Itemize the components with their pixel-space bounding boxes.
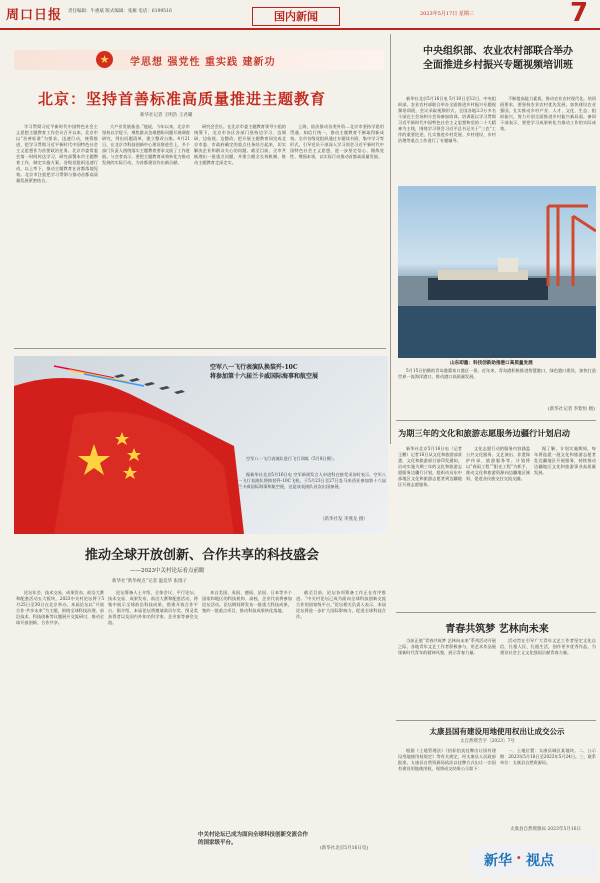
port-photo-caption-title: 山东即墨：科技创新助推港口高质量发展 — [450, 361, 533, 366]
culture-article-col2: 文化志愿行动的服务内容涵盖公共文化服务、文艺演出、非遗保护传承、旅游服务等。计划将以“春雨工程”“阳光工程”为抓手，推动文化和旅游资源向边疆地区倾斜，促进各民族交往交流交融。 — [466, 446, 530, 481]
youth-article-col1: 当前正值“青春共筑梦 艺林向未来”系列活动开展之际，各地青年文艺工作者积极参与，用艺术作品展现新时代青年的精神风貌，展示青春力量。 — [398, 638, 496, 655]
right-article-col2: 不断提高能力素质，推动农业农村现代化。培训班要求，要坚持农业农村优先发展，加快建设农业强国，扎实推动乡村产业、人才、文化、生态、组织振兴，努力开创全面推进乡村振兴新局面。参训干部表示，要把学习成果转化为推动工作的实际成效。 — [500, 96, 596, 131]
main-article-col2: 大产业发展基金。”他说，今年以来，北京市坚持以学促干，聚焦群众急难愁盼问题开展调查研究，列出问题清单，建立整改台账。4月21日，在北京市科技创新中心建设推进会上，多个部门负责人围绕落实主题教育要求交流了工作进展。与会者表示，要把主题教育成效转化为推动发展的实际行动，为首都建设作出新贡献。 — [102, 124, 190, 165]
tech-article-byline: 新华社“新华视点”记者 温竞华 张漫子 — [112, 579, 187, 584]
right-article-col1: 新华社北京5月16日电 5月10日至12日，中央组织部、农业农村部联合举办全面推进乡村振兴专题视频培训班，会议采取视频形式，全国各地3.3万多名干部在主会场和分会场参加培训。培训班以学习贯彻习近平新时代中国特色社会主义思想和党的二十大精神为主线，围绕学习领会习近平总书记关于“三农”工作的重要论述、扎实推进乡村发展、乡村建设、乡村治理等重点工作进行了专题辅导。 — [398, 96, 496, 143]
aircraft-article-title-1: 空军八一飞行表演队换装歼-10C — [210, 364, 298, 371]
aircraft-article-text: 据新华社北京5月16日电 空军新闻发言人申进科在接受采访时表示，空军八一飞行表演队将换装歼-10C飞机，于5月23日至27日赴马来西亚参加第十六届兰卡威国际海事和航空展，这是该表演队首次出国参展。 — [238, 472, 386, 489]
section-rule-right-2 — [396, 612, 596, 613]
party-emblem-icon: ★ — [96, 51, 113, 68]
main-article-col4: 上海，依法推动各类外资…北京市坚持学思用贯通、知信行统一，推动主题教育不断取得新成效。全市各级党组织通过专题读书班、集中学习等形式，引导党员干部深入学习领会习近平新时代中国特色社会主义思想，进一步坚定信心、锤炼党性、增强本领，以实际行动推动首都高质量发展。 — [290, 124, 384, 159]
port-photo-credit: (新华社记者 李紫恒 摄) — [548, 407, 595, 412]
tech-article-col4: 截至目前，论坛各项筹备工作正在有序推进。“中关村论坛已成为面向全球科技创新交流合作的国家级平台，”论坛相关负责人表示，本届论坛将进一步扩大国际影响力，促进全球科技合作。 — [296, 590, 386, 619]
main-article-col1: 学习贯彻习近平新时代中国特色社会主义思想主题教育工作会议召开以来，北京市以“首善标准”为要求，迅速行动，统筹推进，把学习贯彻习近平新时代中国特色社会主义思想作为首要政治任务。北京市委常委会第一时间传达学习，研究部署本市主题教育工作，制定实施方案。各级党组织迅速行动，以上率下，推动主题教育在首都落地见效。北京市注重把学习贯彻与推动首都高质量发展紧密结合。 — [16, 124, 98, 183]
youth-article-title: 青春共筑梦 艺林向未来 — [445, 624, 549, 635]
port-scene-illustration — [398, 186, 596, 358]
tech-article-footer-note: 中关村论坛已成为面向全球科技创新交流合作的国家级平台。 — [198, 832, 309, 846]
notice-items: 一、土地位置：太康县城区某地块。二、公示期：2023年5月18日至2023年5月24日。三、联系单位：太康县自然资源局。 — [500, 748, 596, 765]
right-article-title-2: 全面推进乡村振兴专题视频培训班 — [423, 60, 573, 71]
main-article-title: 北京：坚持首善标准高质量推进主题教育 — [38, 90, 327, 108]
section-title: 国内新闻 — [252, 7, 340, 26]
tech-article-col3: 来自美国、英国、德国、法国、日本等多个国家和地区的科技机构、高校、企业代表将参加论坛活动。论坛期间将发布一批重大科技成果，签约一批重点项目，推动科技成果转化落地。 — [202, 590, 292, 613]
notice-title: 太康县国有建设用地使用权出让成交公示 — [429, 727, 565, 736]
aircraft-caption: 空军八一飞行表演队进行飞行训练（5月8日摄）。 — [246, 456, 338, 461]
notice-subtitle: 太自然资告字〔2023〕7号 — [460, 739, 515, 744]
column-divider — [390, 34, 391, 444]
main-article-byline: 新华社记者 王明浩 王君璐 — [140, 113, 193, 118]
logo-text-1: 新华 — [484, 853, 512, 869]
banner-slogan: 学思想 强党性 重实践 建新功 — [130, 57, 276, 68]
port-photo-caption: 5月15日拍摄的青岛港董家口港区一景。近年来，青岛港积极推进智慧港口、绿色港口建设，加快打造世界一流海洋港口，推动港口高质量发展。 — [398, 368, 596, 379]
issue-date: 2023年5月17日 星期三 — [420, 11, 474, 17]
culture-article-col1: 新华社北京5月16日电（记者王鹏）记者16日从文化和旅游部获悉，文化和旅游部日前印发通知，启动实施为期三年的文化和旅游志愿服务边疆行计划，组织动员东中部地区文化和旅游志愿者到边疆地区开展志愿服务。 — [398, 446, 462, 487]
youth-article-col2: 活动旨在引导广大青年文艺工作者坚定文化自信，扎根人民、扎根生活，创作更多优秀作品，为建设社会主义文化强国贡献青春力量。 — [500, 638, 596, 655]
tech-article-subtitle: ——2023中关村论坛看点前瞻 — [130, 568, 205, 574]
tech-article-col2: 论坛筹备人士介绍，全体会议、平行论坛、技术交易、成果发布、前沿大赛和配套活动，将集中展示全球前沿科技成果，搭建开放合作平台。据介绍，本届论坛将邀请诺贝尔奖、图灵奖获得者以及国内外知名科学家、企业家等参会交流。 — [108, 590, 198, 625]
newspaper-logo: 周口日报 — [6, 8, 63, 23]
culture-article-title: 为期三年的文化和旅游志愿服务边疆行计划启动 — [398, 428, 570, 438]
culture-article-col3: 据了解，计划实施期间，每年将选派一批文化和旅游志愿者赴边疆地区开展服务，持续推动边疆地区文化和旅游事业高质量发展。 — [534, 446, 596, 475]
notice-date: 太康县自然资源局 2023年5月16日 — [510, 827, 581, 832]
aircraft-article-title-2: 将参加第十六届兰卡威国际海事和航空展 — [210, 373, 319, 380]
port-photo — [398, 186, 596, 358]
aircraft-photo-credit: （新华社发 李燕龙 摄） — [320, 517, 368, 522]
logo-text-2: 视点 — [526, 853, 554, 869]
page-number: 7 — [570, 0, 589, 28]
tech-article-col1: 论坛年会、技术交易、成果发布、前沿大赛和配套活动五大板块，2023中关村论坛将于5月25日至30日在北京举办。本届论坛以“开放合作·共享未来”为主题，围绕全球科技治理、前沿技术、科技创新等议题展开交流研讨，推动全球开放创新、合作共享。 — [16, 590, 104, 625]
logo-dot: · — [516, 848, 522, 867]
xinhua-viewpoint-logo — [470, 846, 596, 876]
right-article-title-1: 中央组织部、农业农村部联合举办 — [423, 46, 573, 57]
section-rule-right — [396, 420, 596, 421]
notice-text: 根据《土地管理法》《招标拍卖挂牌出让国有建设用地使用权规定》等有关规定，经太康县人民政府批准，太康县自然资源局依法以挂牌方式出让一宗国有建设用地使用权，现将成交结果公示如下： — [398, 748, 496, 771]
main-article-col3: 研究会会长。在北京市委主题教育领导小组的统筹下，北京市各区各部门坚持边学习、边调研、边检视、边整改，把开展主题教育同完成北京市委、市政府确定的重点任务结合起来，切实解决企业和群众关心的问题。截至目前，全市共梳理出一批重点问题，并建立健全长效机制，推动主题教育走深走实。 — [194, 124, 286, 165]
tech-article-title: 推动全球开放创新、合作共享的科技盛会 — [84, 548, 319, 563]
tech-article-credit: (新华社北京5月16日电) — [320, 846, 369, 851]
section-rule — [14, 348, 386, 349]
masthead-info: 责任编辑：牛惠斌 版式编辑：张雁 电话：6199516 — [68, 9, 172, 14]
